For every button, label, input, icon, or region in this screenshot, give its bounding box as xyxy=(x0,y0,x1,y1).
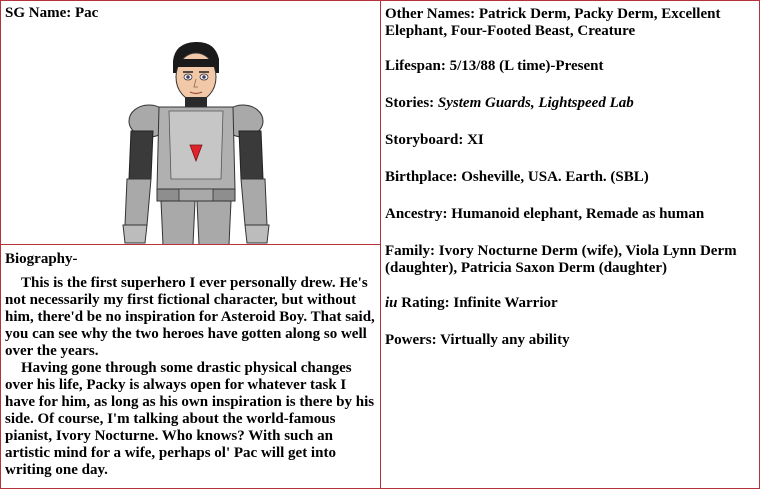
birthplace-value: Osheville, USA. Earth. (SBL) xyxy=(461,169,649,185)
storyboard-value: XI xyxy=(467,132,484,148)
other-names-label: Other Names: xyxy=(385,6,476,22)
biography-body xyxy=(5,275,377,479)
stories-label: Stories: xyxy=(385,95,435,111)
rating-label: Rating: xyxy=(401,295,450,311)
birthplace-row xyxy=(385,169,755,186)
sg-name-label: SG Name: xyxy=(5,5,72,21)
lifespan-row xyxy=(385,58,755,75)
sg-name xyxy=(5,5,98,22)
family-row xyxy=(385,243,755,277)
biography-paragraph: Having gone through some drastic physical changes over his life, Packy is always open for whatever task I have for him, as long as his own inspiration is there by his side. Of course, I'm talking about the world-famous pianist, Ivory Nocturne. Who knows? With such an artistic mind for a wife, perhaps ol' Pac will get into writing one day. xyxy=(5,360,375,478)
biography-panel xyxy=(0,244,381,489)
powers-label: Powers: xyxy=(385,332,437,348)
storyboard-label: Storyboard: xyxy=(385,132,464,148)
other-names-value: Patrick Derm, Packy Derm, Excellent Elephant, Four-Footed Beast, Creature xyxy=(385,6,721,39)
lifespan-label: Lifespan: xyxy=(385,58,446,74)
name-panel xyxy=(0,0,381,245)
ancestry-row xyxy=(385,206,755,223)
info-panel xyxy=(380,0,760,489)
other-names-row xyxy=(385,6,755,40)
ancestry-value: Humanoid elephant, Remade as human xyxy=(451,206,705,222)
powers-row xyxy=(385,332,755,349)
rating-label-italic: iu xyxy=(385,295,398,311)
biography-paragraph: This is the first superhero I ever personally drew. He's not necessarily my first fictional character, but without him, there'd be no inspiration for Asteroid Boy. That said, you can see why the two heroes have gotten along so well over the years. xyxy=(5,275,375,359)
hero-illustration xyxy=(111,39,281,245)
rating-row xyxy=(385,295,755,312)
stories-value: System Guards, Lightspeed Lab xyxy=(437,95,634,111)
sg-name-value: Pac xyxy=(75,5,99,21)
biography-title: Biography- xyxy=(5,251,78,267)
family-value: Ivory Nocturne Derm (wife), Viola Lynn Derm (daughter), Patricia Saxon Derm (daughter) xyxy=(385,243,737,276)
rating-value: Infinite Warrior xyxy=(453,295,558,311)
lifespan-value: 5/13/88 (L time)-Present xyxy=(449,58,604,74)
powers-value: Virtually any ability xyxy=(440,332,570,348)
birthplace-label: Birthplace: xyxy=(385,169,458,185)
ancestry-label: Ancestry: xyxy=(385,206,448,222)
storyboard-row xyxy=(385,132,755,149)
stories-row xyxy=(385,95,755,112)
family-label: Family: xyxy=(385,243,435,259)
